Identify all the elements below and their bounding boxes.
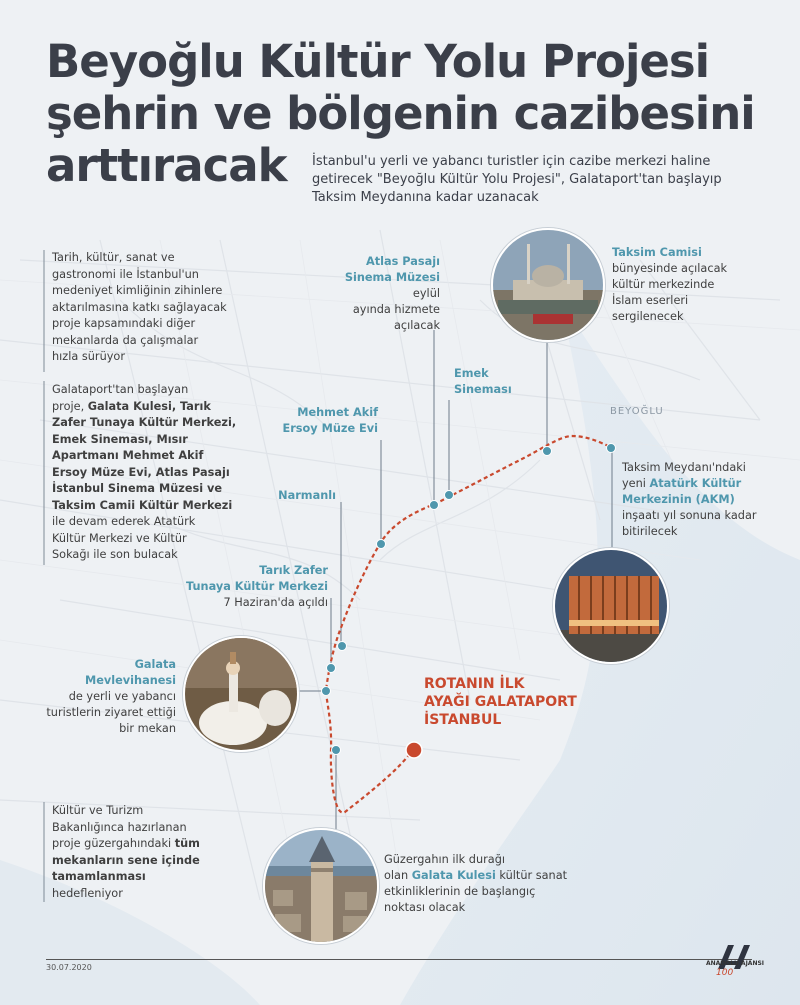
label-narmanli: Narmanlı (278, 489, 336, 502)
route-note: Galataport'tan başlayan proje, Galata Kulesi, Tarık Zafer Tunaya Kültür Merkezi, Emek Sineması, Mısır Apartmanı Mehmet Akif Ersoy Müze Evi, Atlas Pasajı İstanbul Sinema Müzesi ve Taksim Camii Kültür Merkezi ile devam ederek Atatürk Kültür Merkezi ve Kültür Sokağı ile son bulacak (52, 383, 237, 561)
route-start-label: ROTANIN İLK AYAĞI GALATAPORT İSTANBUL (424, 676, 577, 728)
page-title: Beyoğlu Kültür Yolu Projesi şehrin ve bölgenin cazibesini arttıracak (46, 35, 755, 192)
subtitle: İstanbul'u yerli ve yabancı turistler için cazibe merkezi haline getirecek "Beyoğlu Kültür Yolu Projesi", Galataport'tan başlayıp Taksim Meydanına kadar uzanacak (312, 154, 722, 205)
map-label-beyoglu: BEYOĞLU (610, 406, 664, 417)
stop-emek (445, 491, 454, 500)
stop-tarik (327, 664, 336, 673)
label-galata-mevlevihanesi: Galata Mevlevihanesi de yerli ve yabancı turistlerin ziyaret ettiği bir mekan (46, 658, 176, 735)
footer-rule (46, 959, 752, 960)
label-akm: Taksim Meydanı'ndaki yeni Atatürk Kültür Merkezinin (AKM) inşaatı yıl sonuna kadar bitirilecek (622, 461, 757, 538)
stop-narmanli (338, 642, 347, 651)
agency-name: ANADOLU AJANSI (705, 960, 765, 967)
stop-galata-kulesi (332, 746, 341, 755)
footer-date: 30.07.2020 (46, 963, 92, 972)
label-mehmet-akif: Mehmet Akif Ersoy Müze Evi (282, 406, 378, 435)
label-emek-sinemasi: Emek Sineması (454, 367, 512, 396)
culture-note: Tarih, kültür, sanat ve gastronomi ile İstanbul'un medeniyet kimliğinin zihinlere aktarılmasına katkı sağlayacak proje kapsamındaki diğer mekanlarda da çalışmalar hızla sürüyor (52, 251, 227, 363)
stop-atlas (430, 501, 439, 510)
label-taksim-camisi: Taksim Camisi bünyesinde açılacak kültür merkezinde İslam eserleri sergilenecek (612, 246, 728, 323)
stop-taksim-camii (543, 447, 552, 456)
taksim-mosque-photo (491, 228, 605, 342)
mevlevihane-photo (183, 636, 299, 752)
anniversary-mark: 100 (716, 968, 734, 978)
stop-mevlevihane (322, 687, 331, 696)
ministry-note: Kültür ve Turizm Bakanlığınca hazırlanan proje güzergahındaki tüm mekanların sene içinde tamamlanması hedefleniyor (52, 804, 200, 900)
galata-tower-photo (263, 828, 379, 944)
stop-galataport (406, 742, 422, 758)
label-tarik-zafer: Tarık Zafer Tunaya Kültür Merkezi 7 Haziran'da açıldı (186, 564, 328, 609)
stop-akif (377, 540, 386, 549)
label-atlas-pasaji: Atlas Pasajı Sinema Müzesi eylül ayında hizmete açılacak (344, 255, 440, 332)
label-galata-kulesi: Güzergahın ilk durağı olan Galata Kulesi kültür sanat etkinliklerinin de başlangıç noktası olacak (384, 853, 568, 914)
akm-photo (553, 548, 669, 664)
stop-akm (607, 444, 616, 453)
